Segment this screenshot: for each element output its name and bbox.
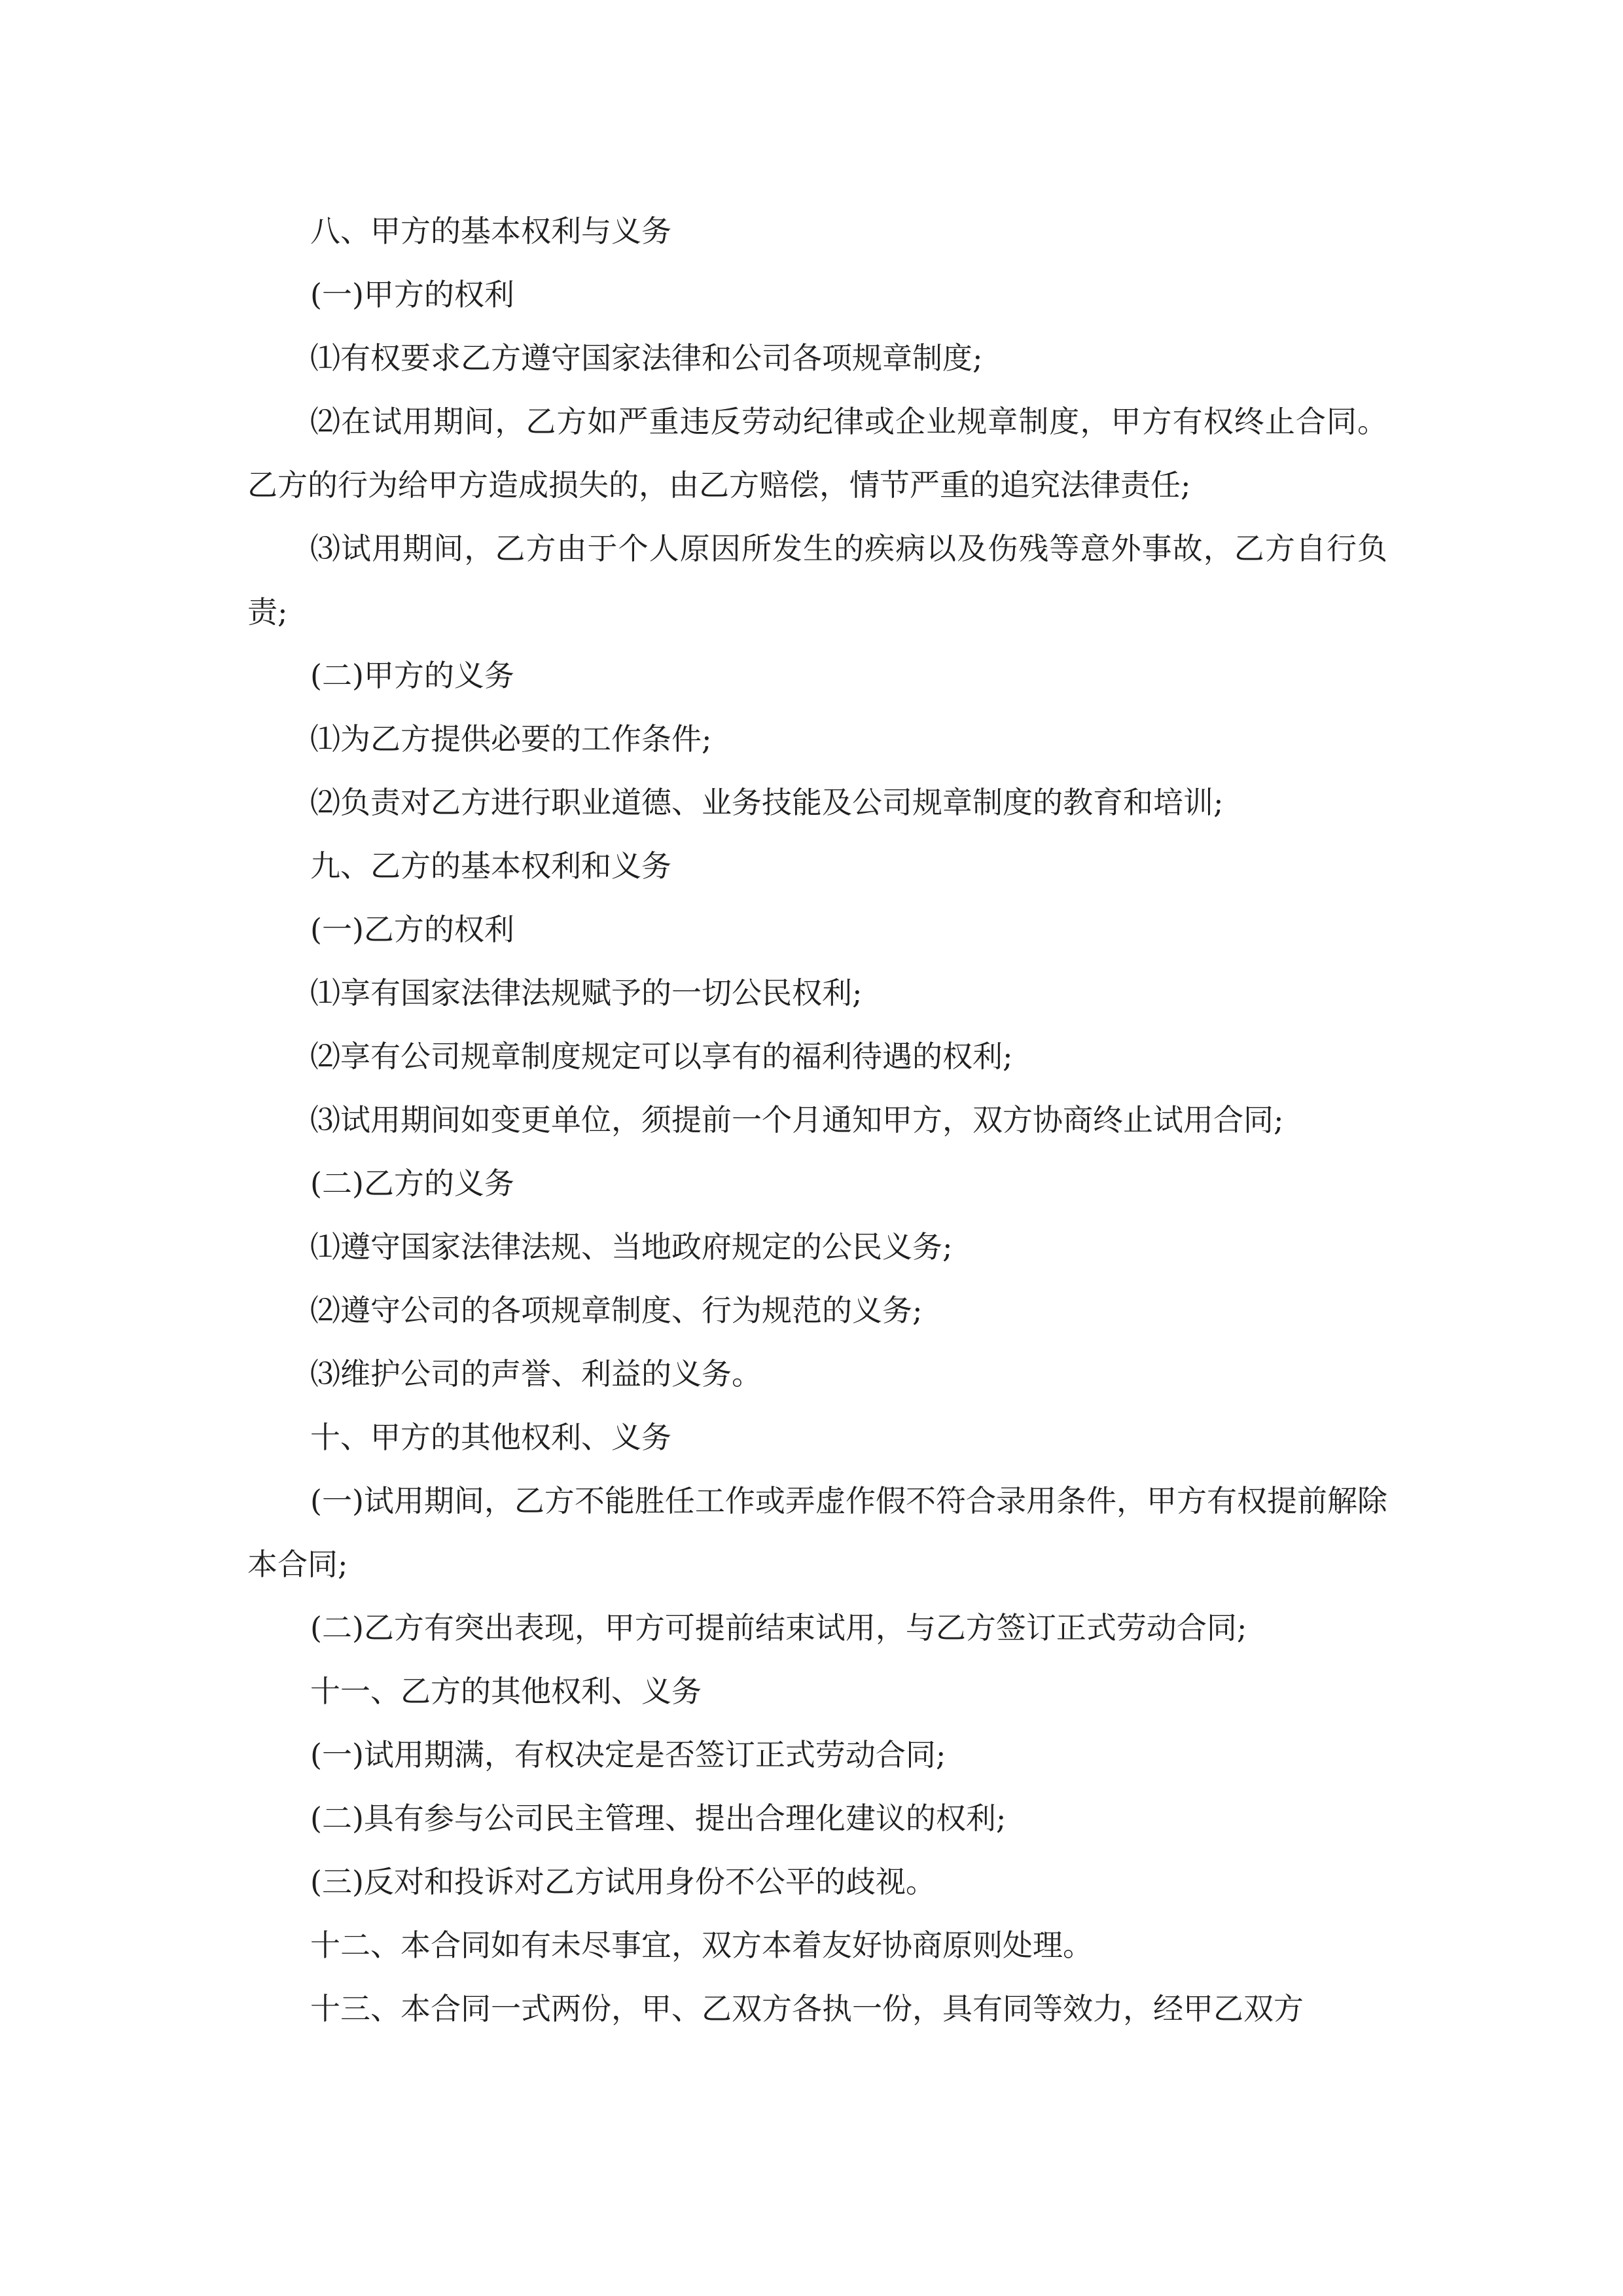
clause-item: (一)试用期间，乙方不能胜任工作或弄虚作假不符合录用条件，甲方有权提前解除本合同; <box>247 1483 1387 1582</box>
clause-item: ⑵在试用期间，乙方如严重违反劳动纪律或企业规章制度，甲方有权终止合同。乙方的行为给甲方造成损失的，由乙方赔偿，情节严重的追究法律责任; <box>247 404 1387 503</box>
clause-item: ⑴有权要求乙方遵守国家法律和公司各项规章制度; <box>310 340 983 376</box>
document-body <box>247 200 1387 2041</box>
clause-item: ⑶试用期间，乙方由于个人原因所发生的疾病以及伤残等意外事故，乙方自行负责; <box>247 531 1387 630</box>
clause-item: ⑶维护公司的声誉、利益的义务。 <box>310 1356 762 1391</box>
clause-item: (二)具有参与公司民主管理、提出合理化建议的权利; <box>310 1801 1007 1836</box>
clause-item: ⑶试用期间如变更单位，须提前一个月通知甲方，双方协商终止试用合同; <box>310 1102 1284 1138</box>
clause-item: (二)乙方有突出表现，甲方可提前结束试用，与乙方签订正式劳动合同; <box>310 1610 1247 1645</box>
clause-item: (三)反对和投诉对乙方试用身份不公平的歧视。 <box>310 1864 936 1899</box>
section-heading-12: 十二、本合同如有未尽事宜，双方本着友好协商原则处理。 <box>310 1928 1093 1963</box>
clause-item: ⑴为乙方提供必要的工作条件; <box>310 721 712 757</box>
subsection-heading: (一)甲方的权利 <box>310 277 514 312</box>
clause-item: ⑴享有国家法律法规赋予的一切公民权利; <box>310 975 863 1011</box>
subsection-heading: (二)甲方的义务 <box>310 658 514 693</box>
subsection-heading: (一)乙方的权利 <box>310 912 514 947</box>
clause-item: ⑵负责对乙方进行职业道德、业务技能及公司规章制度的教育和培训; <box>310 785 1224 820</box>
clause-item: ⑵享有公司规章制度规定可以享有的福利待遇的权利; <box>310 1039 1013 1074</box>
subsection-heading: (二)乙方的义务 <box>310 1166 514 1201</box>
section-heading-11: 十一、乙方的其他权利、义务 <box>310 1674 702 1709</box>
clause-item: ⑴遵守国家法律法规、当地政府规定的公民义务; <box>310 1229 953 1265</box>
section-heading-13: 十三、本合同一式两份，甲、乙双方各执一份，具有同等效力，经甲乙双方 <box>310 1991 1304 2026</box>
section-heading-9: 九、乙方的基本权利和义务 <box>310 848 671 884</box>
clause-item: ⑵遵守公司的各项规章制度、行为规范的义务; <box>310 1293 923 1328</box>
section-heading-10: 十、甲方的其他权利、义务 <box>310 1420 671 1455</box>
section-heading-8: 八、甲方的基本权利与义务 <box>310 213 671 249</box>
clause-item: (一)试用期满，有权决定是否签订正式劳动合同; <box>310 1737 946 1772</box>
